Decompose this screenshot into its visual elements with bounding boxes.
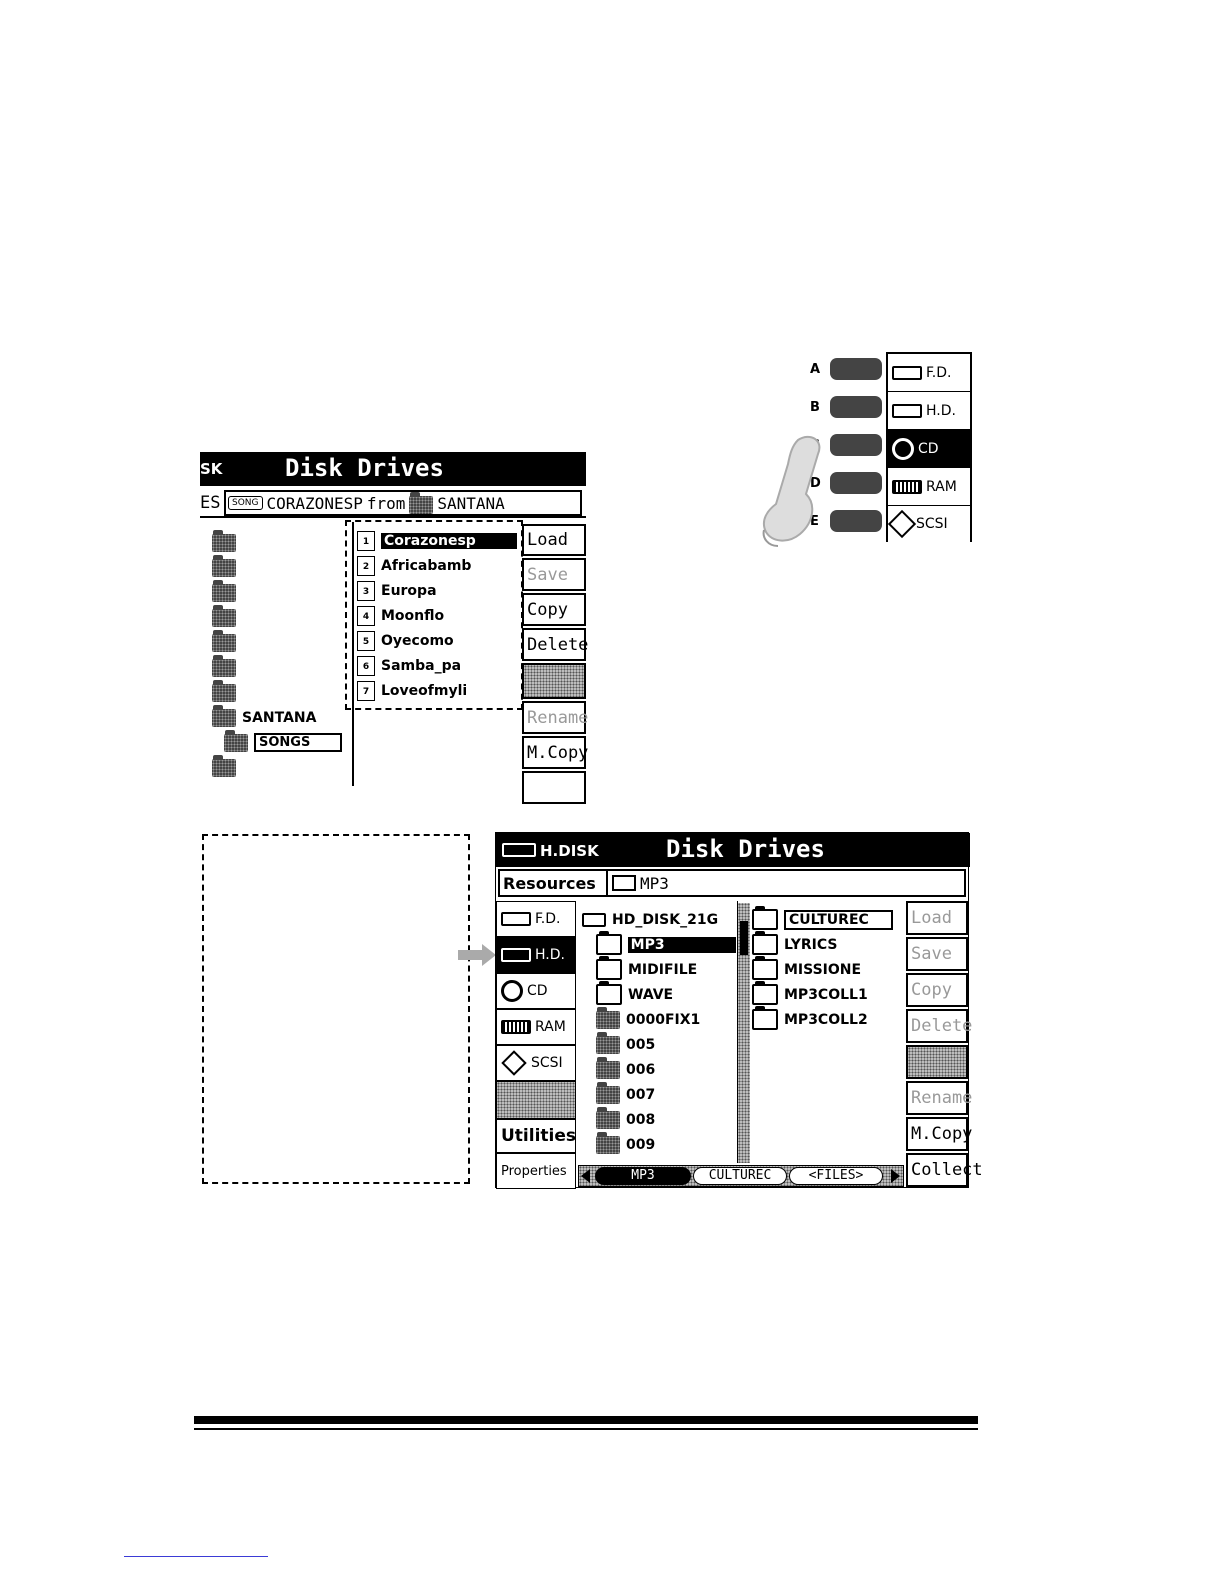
fig1-title-prefix: SK <box>200 460 223 478</box>
tree-folder-row[interactable] <box>212 655 342 680</box>
tab-mp3[interactable]: MP3 <box>595 1167 691 1185</box>
tree-root-label: HD_DISK_21G <box>612 911 719 928</box>
mp3-folder-icon <box>752 934 778 955</box>
tree-item-wave[interactable] <box>582 982 736 1007</box>
tree-item-midifile[interactable] <box>582 957 736 982</box>
scsi-connector-icon <box>888 510 916 538</box>
copy-button[interactable]: Copy <box>906 973 968 1007</box>
song-number-icon: 4 <box>357 606 375 626</box>
fig2-title-bar <box>496 833 970 867</box>
resources-label: Resources <box>503 874 596 893</box>
scsi-label: SCSI <box>531 1055 563 1071</box>
folder-icon <box>212 659 236 677</box>
tree-scrollbar[interactable] <box>738 903 750 1163</box>
hard-disk-icon <box>501 948 531 962</box>
ram-label: RAM <box>535 1019 566 1035</box>
load-button[interactable]: Load <box>522 524 586 556</box>
tree-folder-row[interactable] <box>212 630 342 655</box>
fd-source-button[interactable] <box>496 901 576 937</box>
properties-button[interactable]: Properties <box>496 1153 576 1189</box>
tree-item-label: 0000FIX1 <box>626 1011 701 1028</box>
partial-softkey[interactable] <box>522 771 586 804</box>
wave-folder-icon <box>596 984 622 1005</box>
tree-item-mp3[interactable] <box>582 932 736 957</box>
utilities-button[interactable]: Utilities <box>496 1119 576 1153</box>
load-button[interactable]: Load <box>906 901 968 935</box>
delete-button[interactable]: Delete <box>906 1009 968 1043</box>
mp3-folder-icon <box>752 959 778 980</box>
directory-tree <box>578 901 738 1163</box>
fd-label: F.D. <box>535 911 561 927</box>
song-number-icon: 2 <box>357 556 375 576</box>
tab-files[interactable]: <FILES> <box>789 1167 883 1185</box>
tab-left-arrow-icon[interactable] <box>581 1169 590 1183</box>
tab-right-arrow-icon[interactable] <box>891 1169 900 1183</box>
side-button-panel <box>806 352 974 544</box>
folder-icon <box>212 559 236 577</box>
song-number-icon: 3 <box>357 581 375 601</box>
tree-folder-row[interactable] <box>212 755 342 780</box>
mp3-folder-icon <box>752 909 778 930</box>
tree-folder-row[interactable] <box>212 580 342 605</box>
dashed-callout-box <box>202 834 470 1184</box>
tree-item-005[interactable] <box>582 1032 736 1057</box>
folder-icon <box>596 1036 620 1054</box>
side-letter-e: E <box>810 514 819 529</box>
tree-item-007[interactable] <box>582 1082 736 1107</box>
fig2-screen <box>495 832 983 1188</box>
empty-softkey <box>906 1045 968 1079</box>
song-badge-icon: SONG <box>228 496 263 510</box>
footer-thick-rule <box>194 1416 978 1424</box>
tree-item-006[interactable] <box>582 1057 736 1082</box>
fd-label: F.D. <box>926 364 952 381</box>
mp3-folder-icon <box>752 1009 778 1030</box>
song-title: Moonflo <box>381 607 445 624</box>
open-folder-icon <box>224 734 248 752</box>
floppy-drive-icon <box>501 912 531 926</box>
tree-item-label: WAVE <box>628 986 674 1003</box>
folder-icon <box>212 534 236 552</box>
scsi-source-button[interactable] <box>496 1045 576 1081</box>
folder-icon <box>212 709 236 727</box>
song-title: Oyecomo <box>381 632 454 649</box>
tree-folder-songs[interactable] <box>212 730 342 755</box>
folder-icon <box>212 634 236 652</box>
drive-label-panel <box>886 352 972 542</box>
file-name: MISSIONE <box>784 961 862 978</box>
tree-folder-row[interactable] <box>212 530 342 555</box>
tree-folder-label: SONGS <box>254 733 342 752</box>
resources-value: MP3 <box>640 874 669 893</box>
fig1-info-song: CORAZONESP <box>266 493 363 513</box>
hd-source-button[interactable] <box>496 937 576 973</box>
save-button[interactable]: Save <box>522 558 586 591</box>
source-column <box>496 901 576 1189</box>
hardware-button-b[interactable] <box>830 396 882 418</box>
file-row[interactable] <box>752 957 902 982</box>
tree-item-label: 006 <box>626 1061 656 1078</box>
scsi-source-button[interactable] <box>888 506 970 542</box>
folder-icon <box>596 1136 620 1154</box>
song-number-icon: 5 <box>357 631 375 651</box>
folder-icon <box>212 609 236 627</box>
cd-source-button[interactable] <box>888 430 970 468</box>
tree-item-0000fix1[interactable] <box>582 1007 736 1032</box>
song-number-icon: 1 <box>357 531 375 551</box>
fig1-screen <box>200 452 589 786</box>
ram-label: RAM <box>926 478 957 495</box>
song-row[interactable] <box>357 528 523 553</box>
side-letter-a: A <box>810 362 821 377</box>
midi-folder-icon <box>596 959 622 980</box>
tree-item-008[interactable] <box>582 1107 736 1132</box>
hard-disk-icon <box>892 404 922 418</box>
fig1-folder-tree <box>200 522 354 786</box>
file-row[interactable] <box>752 982 902 1007</box>
tree-root[interactable] <box>582 907 736 932</box>
tree-folder-row[interactable] <box>212 680 342 705</box>
folder-icon <box>596 1086 620 1104</box>
scrollbar-thumb[interactable] <box>740 921 748 955</box>
hd-source-button[interactable] <box>888 392 970 430</box>
collect-button[interactable]: Collect <box>906 1153 968 1187</box>
fig1-page-title: Disk Drives <box>285 454 444 482</box>
song-title: Africabamb <box>381 557 472 574</box>
file-row[interactable] <box>752 932 902 957</box>
file-name: CULTUREC <box>784 910 893 930</box>
folder-icon <box>212 684 236 702</box>
song-title: Samba_pa <box>381 657 462 674</box>
fig1-title-bar <box>200 452 586 486</box>
side-letter-d: D <box>810 476 821 491</box>
mcopy-button[interactable]: M.Copy <box>522 736 586 769</box>
cd-label: CD <box>918 441 939 457</box>
save-button[interactable]: Save <box>906 937 968 971</box>
fig2-resources-line <box>498 869 966 897</box>
song-row[interactable] <box>357 653 523 678</box>
hard-disk-icon <box>502 843 536 857</box>
folder-icon <box>212 759 236 777</box>
ram-source-button[interactable] <box>888 468 970 506</box>
song-row[interactable] <box>357 678 523 703</box>
tree-item-label: 005 <box>626 1036 656 1053</box>
tab-culturec[interactable]: CULTUREC <box>693 1167 787 1185</box>
tree-folder-label: SANTANA <box>242 709 317 726</box>
scsi-label: SCSI <box>916 516 948 532</box>
tree-item-label: 007 <box>626 1086 656 1103</box>
fig1-info-line <box>200 490 586 518</box>
empty-softkey <box>522 663 586 699</box>
song-row[interactable] <box>357 628 523 653</box>
file-name: LYRICS <box>784 936 838 953</box>
ram-chip-icon <box>892 480 922 494</box>
file-name: MP3COLL1 <box>784 986 868 1003</box>
tree-item-label: 008 <box>626 1111 656 1128</box>
cd-disc-icon <box>501 980 523 1002</box>
folder-icon <box>409 496 433 514</box>
hard-disk-icon <box>582 913 606 927</box>
empty-source-slot <box>496 1081 576 1119</box>
tree-item-009[interactable] <box>582 1132 736 1157</box>
song-row[interactable] <box>357 553 523 578</box>
fig1-song-list <box>345 520 523 710</box>
ram-chip-icon <box>501 1020 531 1034</box>
tree-item-label: MP3 <box>628 937 736 953</box>
fig2-page-title: Disk Drives <box>666 835 825 863</box>
path-tab-strip <box>578 1165 904 1187</box>
song-row[interactable] <box>357 578 523 603</box>
side-letter-b: B <box>810 400 820 415</box>
song-row[interactable] <box>357 603 523 628</box>
fig2-drive-name: H.DISK <box>540 842 599 860</box>
hd-label: H.D. <box>535 947 565 963</box>
cd-source-button[interactable] <box>496 973 576 1009</box>
ram-source-button[interactable] <box>496 1009 576 1045</box>
folder-icon <box>596 1061 620 1079</box>
floppy-drive-icon <box>892 366 922 380</box>
folder-icon <box>596 1011 620 1029</box>
tree-folder-row[interactable] <box>212 555 342 580</box>
file-name: MP3COLL2 <box>784 1011 868 1028</box>
cd-disc-icon <box>892 438 914 460</box>
rename-button[interactable]: Rename <box>522 701 586 734</box>
song-number-icon: 7 <box>357 681 375 701</box>
pointer-arrow-icon <box>458 944 498 966</box>
hardware-button-a[interactable] <box>830 358 882 380</box>
mp3-folder-icon <box>752 984 778 1005</box>
scsi-connector-icon <box>501 1050 526 1075</box>
fd-source-button[interactable] <box>888 354 970 392</box>
footer-thin-rule <box>194 1428 978 1430</box>
cd-label: CD <box>527 983 548 999</box>
song-title: Corazonesp <box>381 533 517 549</box>
tree-folder-santana[interactable] <box>212 705 342 730</box>
hd-label: H.D. <box>926 402 956 419</box>
mp3-folder-icon <box>612 875 636 891</box>
song-title: Europa <box>381 582 437 599</box>
tree-folder-row[interactable] <box>212 605 342 630</box>
fig1-info-from: from <box>366 493 406 513</box>
pressing-finger-icon <box>758 434 868 550</box>
file-list <box>752 901 904 1163</box>
folder-icon <box>212 584 236 602</box>
rename-button[interactable]: Rename <box>906 1081 968 1115</box>
copy-button[interactable]: Copy <box>522 593 586 626</box>
tree-item-label: 009 <box>626 1136 656 1153</box>
tree-item-label: MIDIFILE <box>628 961 698 978</box>
fig1-info-box <box>224 490 582 516</box>
song-number-icon: 6 <box>357 656 375 676</box>
song-title: Loveofmyli <box>381 682 468 699</box>
delete-button[interactable]: Delete <box>522 628 586 661</box>
file-row[interactable] <box>752 1007 902 1032</box>
footer-link-rule <box>124 1556 268 1557</box>
mp3-folder-icon <box>596 934 622 955</box>
fig1-info-prefix: ES <box>200 493 221 513</box>
folder-icon <box>596 1111 620 1129</box>
fig1-info-folder: SANTANA <box>437 493 505 513</box>
mcopy-button[interactable]: M.Copy <box>906 1117 968 1151</box>
file-row[interactable] <box>752 907 902 932</box>
